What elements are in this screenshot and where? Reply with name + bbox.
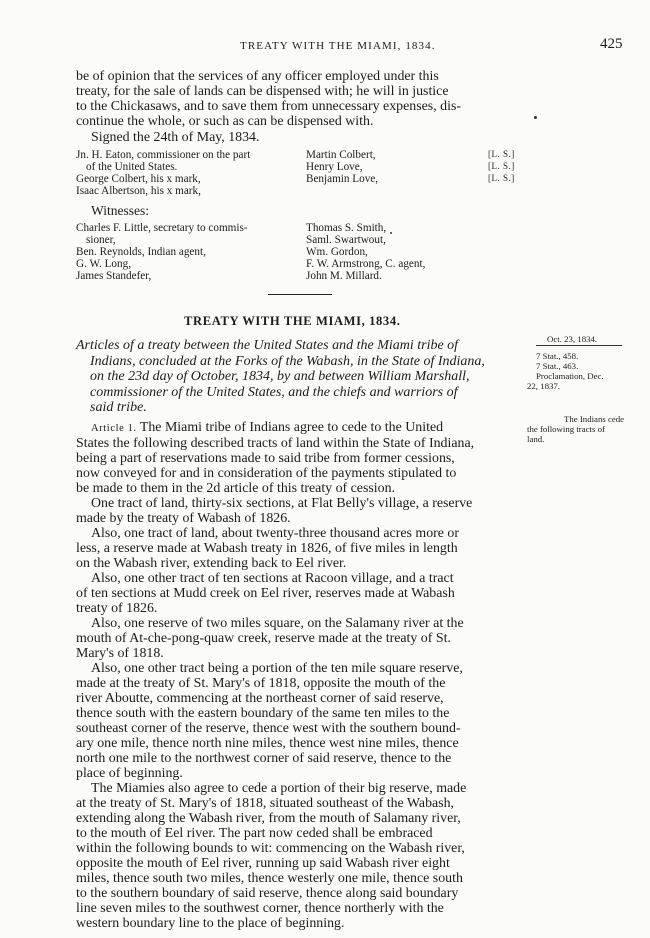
body-line: at the treaty of St. Mary's of 1818, situated southeast of the Wabash, bbox=[76, 796, 455, 811]
witness-right: Wm. Gordon, bbox=[306, 246, 368, 258]
body-line: Also, one reserve of two miles square, on the Salamany river at the bbox=[91, 616, 464, 631]
margin-stat: 7 Stat., 463. bbox=[536, 361, 579, 371]
signatory-middle: Martin Colbert, bbox=[306, 149, 376, 161]
preamble-line: on the 23d day of October, 1834, by and between William Marshall, bbox=[90, 369, 470, 384]
body-line: made at the treaty of St. Mary's of 1818, opposite the mouth of the bbox=[76, 676, 446, 691]
signed-line: Signed the 24th of May, 1834. bbox=[91, 130, 260, 145]
seal-mark: [L. S.] bbox=[488, 149, 515, 159]
section-divider bbox=[268, 294, 332, 295]
preamble bbox=[76, 338, 524, 416]
preamble-line: Indians, concluded at the Forks of the Wabash, in the State of Indiana, bbox=[90, 353, 485, 369]
body-line: Also, one tract of land, about twenty-three thousand acres more or bbox=[91, 526, 459, 541]
witness-right: Thomas S. Smith, bbox=[306, 222, 387, 234]
body-line: made by the treaty of Wabash of 1826. bbox=[76, 511, 291, 526]
body-line: opposite the mouth of Eel river, running up said Wabash river eight bbox=[76, 856, 450, 871]
witnesses-heading: Witnesses: bbox=[91, 203, 149, 218]
signatory-middle: Benjamin Love, bbox=[306, 173, 379, 185]
witness-left: Ben. Reynolds, Indian agent, bbox=[76, 246, 206, 258]
margin-proclamation: 22, 1837. bbox=[527, 381, 560, 391]
preamble-line: Articles of a treaty between the United States and the Miami tribe of bbox=[76, 338, 459, 353]
body-line: on the Wabash river, extending back to Eel river. bbox=[76, 556, 347, 571]
witness-right: F. W. Armstrong, C. agent, bbox=[306, 258, 426, 270]
article-label: Article 1. bbox=[91, 423, 137, 434]
signatory-left: George Colbert, his x mark, bbox=[76, 173, 201, 185]
body-line: less, a reserve made at Wabash treaty in 1826, of five miles in length bbox=[76, 541, 458, 556]
body-line: place of beginning. bbox=[76, 766, 183, 781]
top-paragraph-line: be of opinion that the services of any officer employed under this bbox=[76, 69, 439, 84]
ink-speck bbox=[390, 232, 392, 234]
body-line: being a part of reservations made to said tribe from former cessions, bbox=[76, 451, 455, 466]
article-first-line bbox=[91, 420, 443, 436]
top-paragraph-line: treaty, for the sale of lands can be dispensed with; he will in justice bbox=[76, 84, 449, 99]
body-line: be made to them in the 2d article of this treaty of cession. bbox=[76, 481, 396, 496]
body-line: now conveyed for and in consideration of the payments stipulated to bbox=[76, 466, 457, 481]
margin-cede-note: The Indians cede bbox=[564, 414, 625, 424]
body-line: treaty of 1826. bbox=[76, 601, 158, 616]
body-line: thence south with the eastern boundary of the same ten miles to the bbox=[76, 706, 450, 721]
body-line: Also, one other tract of ten sections at Racoon village, and a tract bbox=[91, 571, 454, 586]
treaty-title: TREATY WITH THE MIAMI, 1834. bbox=[184, 314, 401, 328]
body-line: Mary's of 1818. bbox=[76, 646, 164, 661]
body-line: One tract of land, thirty-six sections, at Flat Belly's village, a reserve bbox=[91, 496, 473, 511]
witness-left: sioner, bbox=[86, 234, 116, 246]
top-paragraph-line: continue the whole, or such as can be dispensed with. bbox=[76, 114, 374, 129]
margin-stat: 7 Stat., 458. bbox=[536, 351, 579, 361]
ink-speck bbox=[534, 116, 537, 119]
body-line: mouth of At-che-pong-quaw creek, reserve made at the treaty of St. bbox=[76, 631, 451, 646]
margin-cede-note: the following tracts of bbox=[527, 424, 605, 434]
witness-right: Saml. Swartwout, bbox=[306, 234, 386, 246]
body-line: western boundary line to the place of beginning. bbox=[76, 916, 345, 931]
signatory-left: of the United States. bbox=[86, 161, 178, 173]
body-line: southeast corner of the reserve, thence west with the southern bound- bbox=[76, 721, 461, 736]
page-number: 425 bbox=[600, 36, 623, 52]
body-line: extending along the Wabash river, from the mouth of Salamany river, bbox=[76, 811, 461, 826]
witness-left: Charles F. Little, secretary to commis- bbox=[76, 222, 248, 234]
article-text: The Miami tribe of Indians agree to cede to the United bbox=[136, 420, 444, 435]
preamble-line: commissioner of the United States, and the chiefs and warriors of bbox=[90, 384, 458, 400]
witness-left: G. W. Long, bbox=[76, 258, 132, 270]
body-line: to the mouth of Eel river. The part now ceded shall be embraced bbox=[76, 826, 433, 841]
body-line: of ten sections at Mudd creek on Eel river, reserves made at Wabash bbox=[76, 586, 455, 601]
seal-mark: [L. S.] bbox=[488, 173, 515, 183]
margin-cede-note: land. bbox=[527, 434, 545, 444]
preamble-line: said tribe. bbox=[90, 400, 147, 415]
body-line: river Aboutte, commencing at the northeast corner of said reserve, bbox=[76, 691, 444, 706]
body-line: Also, one other tract being a portion of the ten mile square reserve, bbox=[91, 661, 463, 676]
body-line: line seven miles to the southwest corner, thence northerly with the bbox=[76, 901, 444, 916]
signatory-middle: Henry Love, bbox=[306, 161, 363, 173]
witness-right: John M. Millard. bbox=[306, 270, 382, 282]
signatory-left: Jn. H. Eaton, commissioner on the part bbox=[76, 149, 251, 161]
body-line: miles, thence south two miles, thence westerly one mile, thence south bbox=[76, 871, 463, 886]
body-line: States the following described tracts of land within the State of Indiana, bbox=[76, 436, 475, 451]
margin-proclamation: Proclamation, Dec. bbox=[536, 371, 604, 381]
signatory-left: Isaac Albertson, his x mark, bbox=[76, 185, 201, 197]
margin-rule bbox=[536, 345, 622, 346]
witness-left: James Standefer, bbox=[76, 270, 152, 282]
body-line: The Miamies also agree to cede a portion of their big reserve, made bbox=[91, 781, 467, 796]
margin-date: Oct. 23, 1834. bbox=[547, 334, 598, 344]
top-paragraph-line: to the Chickasaws, and to save them from unnecessary expenses, dis- bbox=[76, 99, 461, 114]
seal-mark: [L. S.] bbox=[488, 161, 515, 171]
body-line: to the southern boundary of said reserve, thence along said boundary bbox=[76, 886, 459, 901]
body-line: north one mile to the northwest corner of said reserve, thence to the bbox=[76, 751, 452, 766]
body-line: within the following bounds to wit: commencing on the Wabash river, bbox=[76, 841, 465, 856]
body-line: ary one mile, thence north nine miles, thence west nine miles, thence bbox=[76, 736, 459, 751]
running-header: TREATY WITH THE MIAMI, 1834. bbox=[240, 40, 436, 52]
